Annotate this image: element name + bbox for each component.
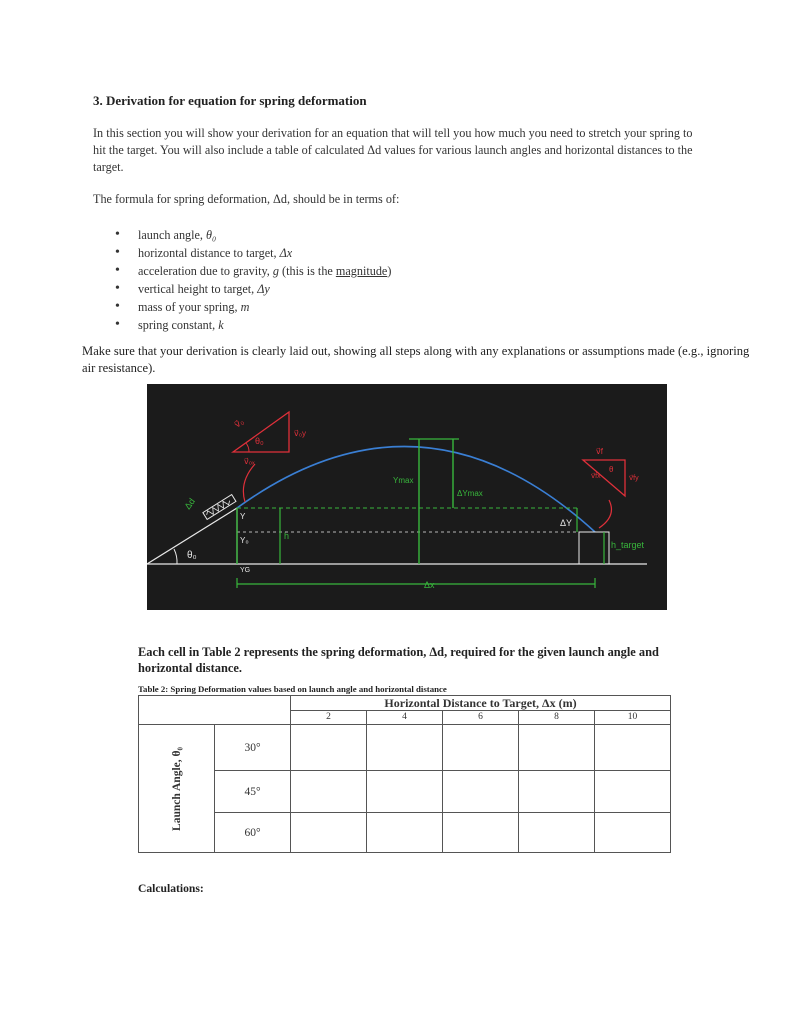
ramp-angle-arc <box>174 549 177 564</box>
target-height-label: h_target <box>611 540 645 550</box>
table-cell[interactable] <box>291 725 367 771</box>
launch-angle-arc <box>246 443 249 452</box>
table-corner-cell <box>139 696 291 725</box>
angle-row-header: Launch Angle, θ₀ <box>139 725 215 853</box>
distance-col: 8 <box>519 711 595 725</box>
distance-header: Horizontal Distance to Target, Δx (m) <box>291 696 671 711</box>
variable-gravity: • acceleration due to gravity, g (this is the magnitude) <box>115 262 391 280</box>
ymax-label: Ymax <box>393 476 414 485</box>
spring-deformation-table <box>138 695 671 853</box>
table-cell[interactable] <box>367 771 443 813</box>
table-cell[interactable] <box>519 813 595 853</box>
table-cell[interactable] <box>367 813 443 853</box>
y-label: Y <box>240 512 246 521</box>
variable-launch-angle: • launch angle, θ₀ <box>115 226 391 244</box>
variable-list <box>115 226 391 334</box>
variable-vertical-height: • vertical height to target, Δy <box>115 280 391 298</box>
variable-horizontal-distance: • horizontal distance to target, Δx <box>115 244 391 262</box>
v0x-label: v⃗₀ₓ <box>244 457 255 466</box>
final-velocity-triangle <box>583 460 625 496</box>
dx-label: Δx <box>424 580 435 590</box>
calculations-label: Calculations: <box>138 882 204 895</box>
v0y-label: v⃗₀y <box>294 429 307 438</box>
distance-col: 10 <box>595 711 671 725</box>
table-cell[interactable] <box>367 725 443 771</box>
ramp-angle-label: θ₀ <box>187 550 197 561</box>
instructions-paragraph: Make sure that your derivation is clearly laid out, showing all steps along with any explanations or assumptions made (e.g., ignoring air resistance). <box>82 344 750 375</box>
theta-label: θ₀ <box>255 436 264 446</box>
angle-row: 30° <box>215 725 291 771</box>
intro-paragraph: In this section you will show your derivation for an equation that will tell you how much you need to stretch your spring to hit the target. You will also include a table of calculated Δd values for various launch angles and horizontal distances to the target. <box>93 126 693 174</box>
dymax-label: ΔYmax <box>457 489 483 498</box>
h-label: h <box>284 531 290 541</box>
spring-deformation-label: Δd <box>182 496 197 512</box>
table-cell[interactable] <box>443 725 519 771</box>
distance-col: 2 <box>291 711 367 725</box>
launch-velocity-triangle <box>233 412 289 452</box>
table-cell[interactable] <box>519 771 595 813</box>
final-arrow <box>599 500 611 528</box>
table-cell[interactable] <box>595 771 671 813</box>
spring-icon <box>203 495 236 520</box>
v0-label: v⃗₀ <box>232 416 246 430</box>
angle-row: 45° <box>215 771 291 813</box>
table-cell[interactable] <box>519 725 595 771</box>
table-cell[interactable] <box>443 771 519 813</box>
table-cell[interactable] <box>291 771 367 813</box>
distance-col: 4 <box>367 711 443 725</box>
variable-spring-mass: • mass of your spring, m <box>115 298 391 316</box>
distance-col: 6 <box>443 711 519 725</box>
variable-spring-constant: • spring constant, k <box>115 316 391 334</box>
vf-label: v⃗f <box>596 447 603 456</box>
projectile-diagram <box>147 384 667 610</box>
y0-label: Y₀ <box>240 536 249 545</box>
angle-row: 60° <box>215 813 291 853</box>
section-title: 3. Derivation for equation for spring deformation <box>93 93 367 108</box>
formula-intro: The formula for spring deformation, Δd, should be in terms of: <box>93 192 400 206</box>
theta-f-label: θ <box>609 465 614 474</box>
table-cell[interactable] <box>443 813 519 853</box>
table-cell[interactable] <box>291 813 367 853</box>
table-cell[interactable] <box>595 813 671 853</box>
vfx-label: v⃗fx <box>591 473 601 480</box>
yg-label: YG <box>240 567 251 574</box>
table-note: Each cell in Table 2 represents the spring deformation, Δd, required for the given launch angle and horizontal distance. <box>138 645 659 675</box>
table-caption: Table 2: Spring Deformation values based on launch angle and horizontal distance <box>138 684 447 694</box>
trajectory-curve <box>237 447 595 532</box>
vfy-label: v⃗fy <box>629 475 639 482</box>
table-cell[interactable] <box>595 725 671 771</box>
dy-label: ΔY <box>560 518 573 528</box>
